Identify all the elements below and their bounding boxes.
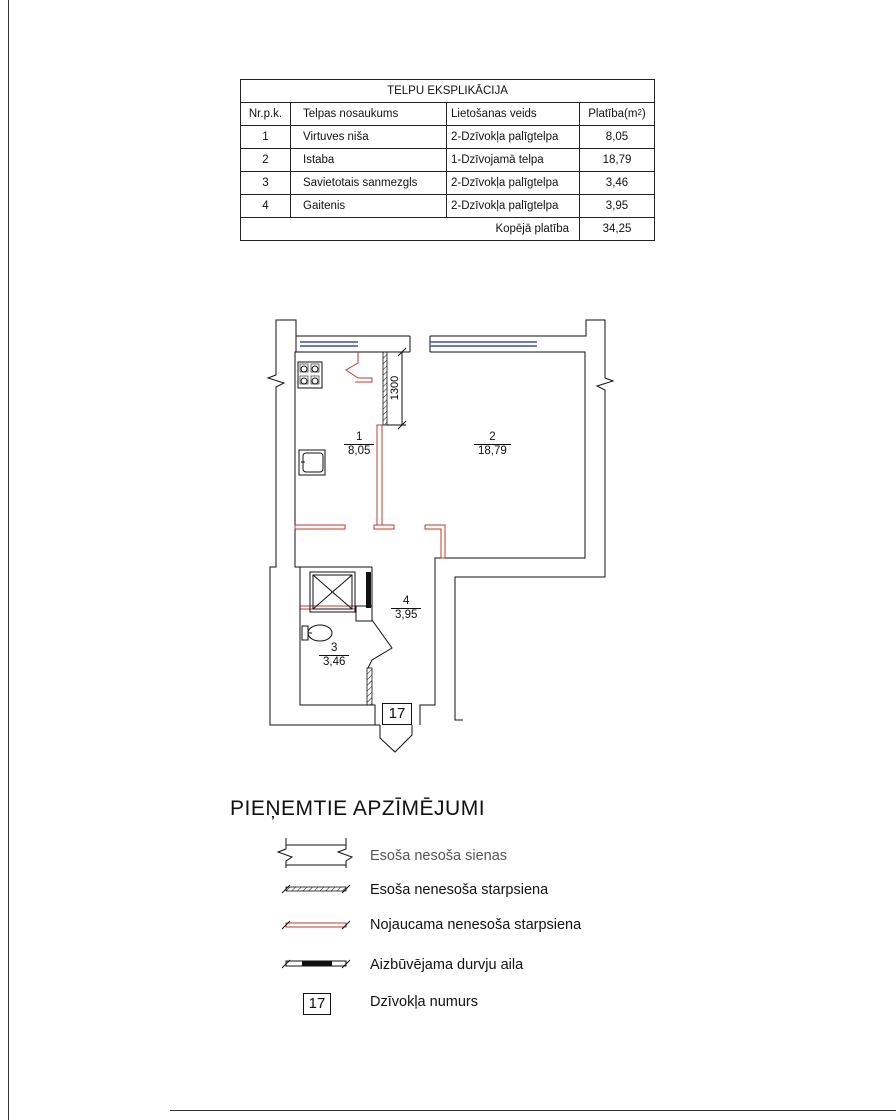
legend-item-hatched: Esoša nenesoša starpsiena [370,882,549,898]
table-title: TELPU EKSPLIKĀCIJA [241,80,655,103]
total-label: Kopējā platība [241,218,580,241]
room-area: 3,95 [395,609,418,621]
legend-title: PIEŅEMTIE APZĪMĒJUMI [230,797,486,820]
row-area: 3,46 [580,172,655,195]
legend-symbol-demolish [282,921,350,929]
header-area-sup: 2 [637,108,642,117]
room-area: 8,05 [348,445,371,457]
row-area: 18,79 [580,149,655,172]
row-name: Gaitenis [291,195,447,218]
row-nr: 3 [241,172,291,195]
apartment-number-plan: 17 [382,703,412,725]
row-name: Savietotais sanmezgls [291,172,447,195]
row-name: Istaba [291,149,447,172]
row-nr: 1 [241,126,291,149]
row-nr: 2 [241,149,291,172]
legend-apartment-number-box: 17 [303,993,331,1015]
room-area: 3,46 [323,656,346,668]
row-area: 3,95 [580,195,655,218]
room-number: 1 [344,431,374,445]
row-use: 2-Dzīvokļa palīgtelpa [447,195,580,218]
legend-symbol-door-infill [282,960,350,968]
row-name: Virtuves niša [291,126,447,149]
row-use: 1-Dzīvojamā telpa [447,149,580,172]
room-number: 2 [474,431,511,445]
room-number: 3 [319,642,349,656]
legend-item-demolish: Nojaucama nenesoša starpsiena [370,917,582,933]
legend-item-door-infill: Aizbūvējama durvju aila [370,957,524,973]
legend-item-apartment-number: Dzīvokļa numurs [370,994,478,1010]
room-area: 18,79 [478,445,507,457]
row-use: 2-Dzīvokļa palīgtelpa [447,126,580,149]
header-area-text: Platība(m [588,108,638,120]
legend-item-bearing-wall: Esoša nesoša sienas [370,848,508,864]
row-use: 2-Dzīvokļa palīgtelpa [447,172,580,195]
header-use: Lietošanas veids [447,103,580,126]
header-nr: Nr.p.k. [241,103,291,126]
header-name: Telpas nosaukums [291,103,447,126]
room-number: 4 [391,595,421,609]
total-value: 34,25 [580,218,655,241]
row-nr: 4 [241,195,291,218]
header-area-close: ) [641,108,646,120]
row-area: 8,05 [580,126,655,149]
legend-symbol-hatched [282,885,350,893]
dimension-label: 1300 [389,375,401,401]
legend-symbol-bearing-wall [278,838,352,868]
